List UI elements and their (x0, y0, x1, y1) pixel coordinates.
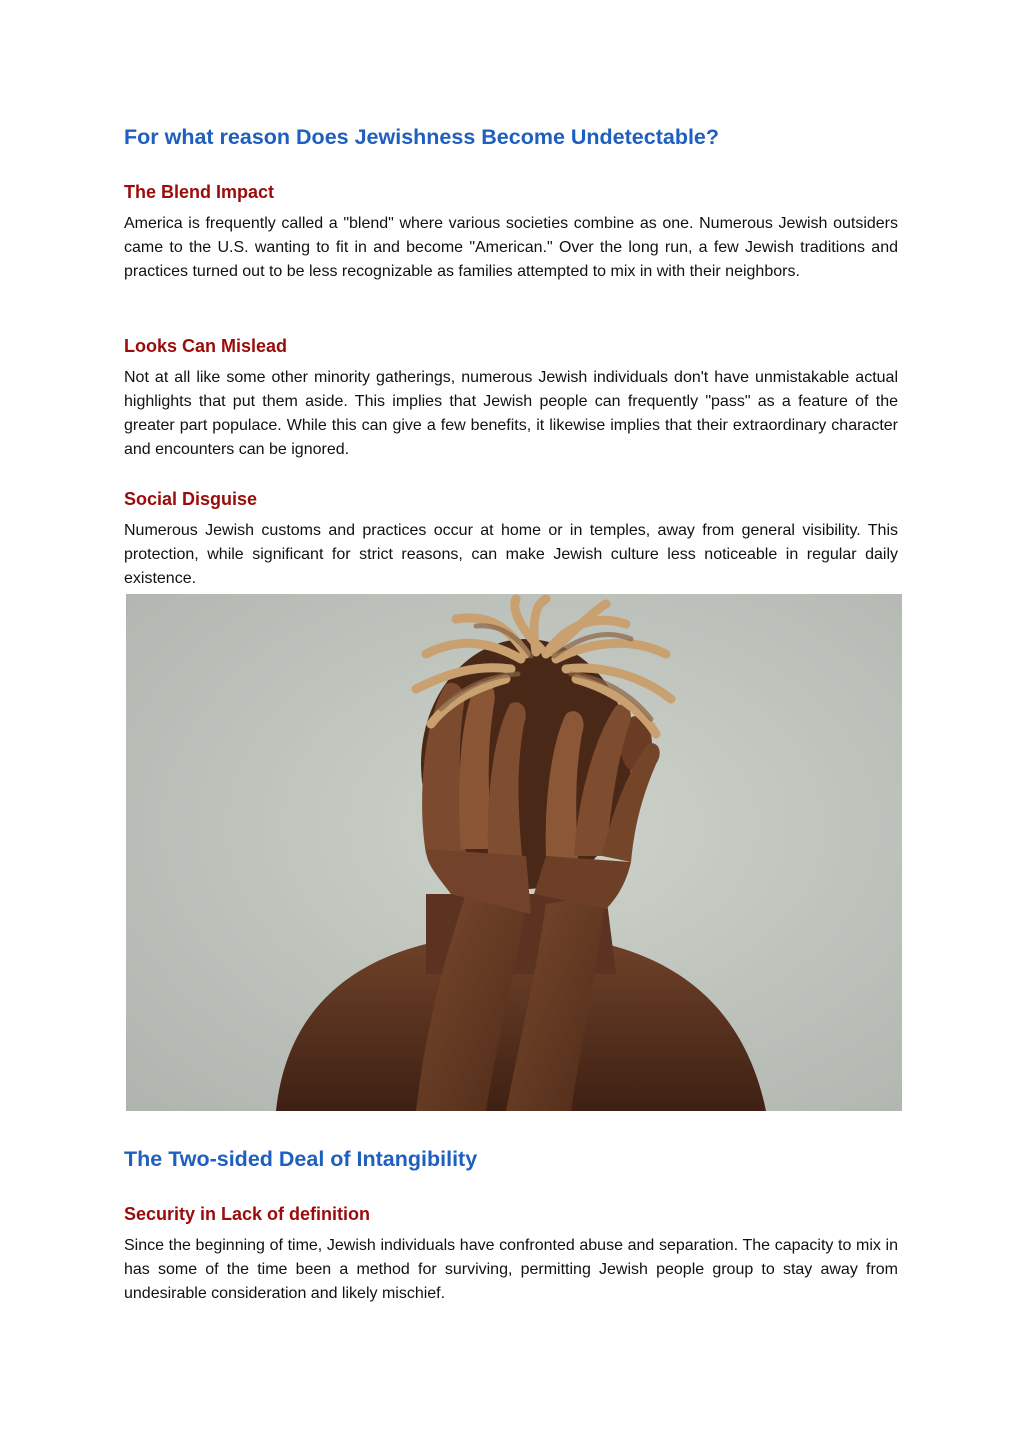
paragraph: Numerous Jewish customs and practices occur at home or in temples, away from general visibility. This protection, while significant for strict reasons, can make Jewish culture less noticeable in regular daily existence. (124, 522, 898, 587)
paragraph: Since the beginning of time, Jewish individuals have confronted abuse and separation. The capacity to mix in has some of the time been a method for surviving, permitting Jewish people group to stay away from undesirable consideration and likely mischief. (124, 1237, 898, 1302)
paragraph: America is frequently called a "blend" where various societies combine as one. Numerous Jewish outsiders came to the U.S. wanting to fit in and become "American." Over the long run, a few Jewish traditions and practices turned out to be less recognizable as families attempted to mix in with their neighbors. (124, 215, 898, 280)
section-title: For what reason Does Jewishness Become Undetectable? (124, 125, 720, 149)
subsection-heading: Security in Lack of definition (124, 1204, 371, 1224)
subsection-heading: The Blend Impact (124, 182, 275, 202)
paragraph: Not at all like some other minority gatherings, numerous Jewish individuals don't have unmistakable actual highlights that put them aside. This implies that Jewish people can frequently "pass" as a feature of the greater part populace. While this can give a few benefits, it likewise implies that their extraordinary character and encounters can be ignored. (124, 369, 898, 458)
section-title: The Two-sided Deal of Intangibility (124, 1147, 478, 1171)
subsection-heading: Looks Can Mislead (124, 336, 288, 356)
person-covering-face-photo (126, 594, 902, 1111)
subsection-heading: Social Disguise (124, 489, 258, 509)
